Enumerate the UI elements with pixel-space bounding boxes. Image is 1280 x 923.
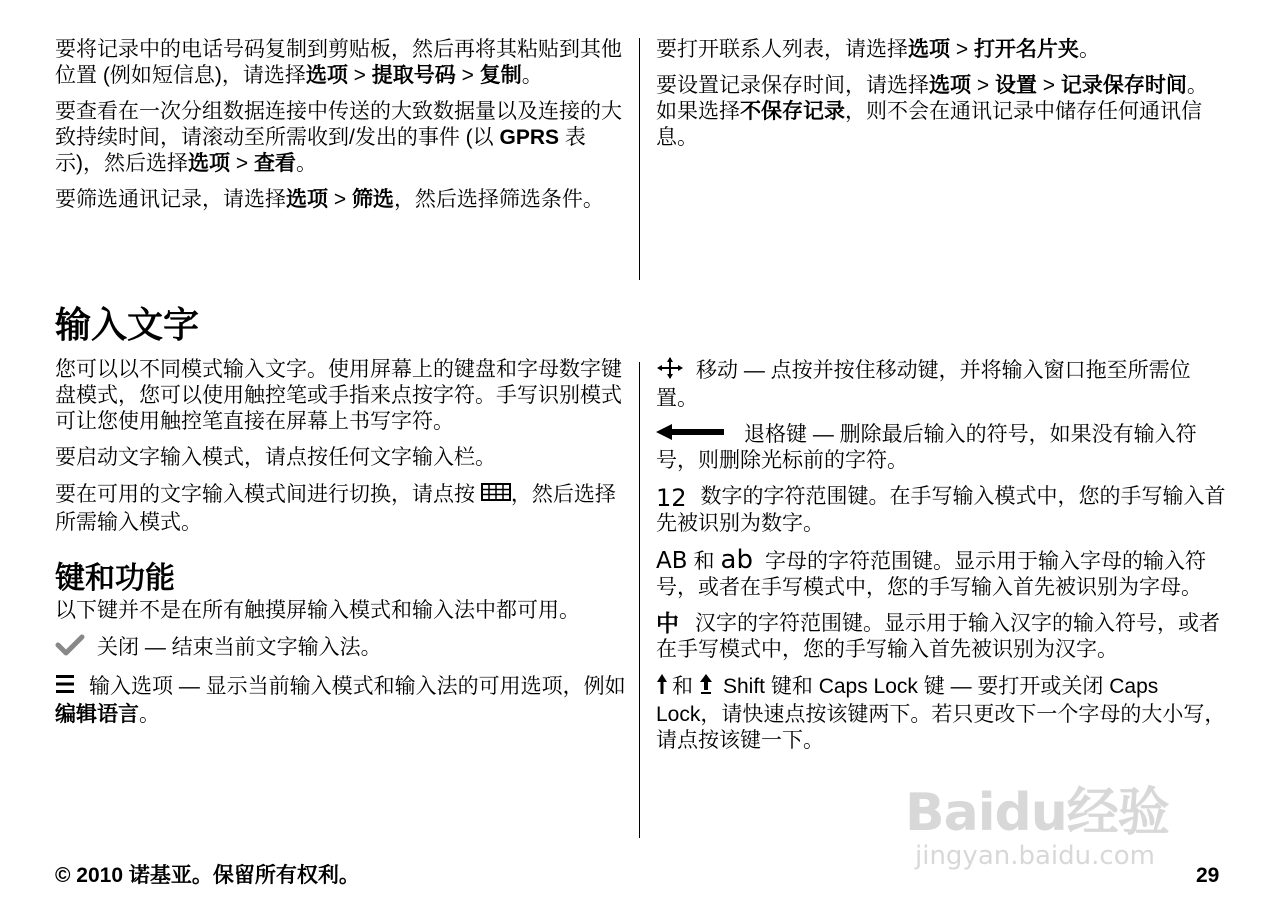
lower-alpha-range-icon: ab [720, 544, 753, 575]
upper-alpha-range-icon: AB [656, 547, 688, 574]
text-segment-6: 。如果选择 [656, 74, 1208, 123]
subsection-title: 键和功能 [55, 562, 175, 595]
menu-icon [55, 673, 77, 702]
text-segment-4: > [455, 64, 480, 87]
bold-term-1: GPRS [499, 126, 560, 149]
view-gprs-paragraph [55, 99, 627, 177]
bold-term-3: 提取号码 [371, 64, 456, 87]
text-segment-0: 要设置记录保存时间，请选择 [656, 74, 929, 97]
bold-term-5: 记录保存时间 [1060, 74, 1187, 97]
copy-number-paragraph [55, 37, 627, 89]
numeric-key-item [656, 484, 1228, 536]
chinese-range-icon: 中 [656, 611, 679, 638]
close-key-item [55, 634, 627, 663]
caps-lock-arrow-icon [699, 673, 713, 702]
bold-term-3: 选项 [188, 152, 230, 175]
text-segment-0: 要将记录中的电话号码复制到剪贴板，然后再将其粘贴到其他位置 (例如短信息)，请选择 [55, 38, 622, 87]
chinese-key-text: 汉字的字符范围键。显示用于输入汉字的输入符号，或者在手写模式中，您的手写输入首先被识别为汉字。 [656, 611, 1220, 662]
intro-paragraph: 您可以以不同模式输入文字。使用屏幕上的键盘和字母数字键盘模式，您可以使用触控笔或手指来点按字符。手写识别模式可让您使用触控笔直接在屏幕上书写字符。 [55, 358, 622, 433]
move-key-item [656, 357, 1228, 412]
baidu-watermark [905, 770, 1169, 871]
shift-arrow-icon [656, 673, 668, 702]
top-left-column [55, 37, 627, 223]
text-segment-0: 要筛选通讯记录，请选择 [55, 188, 286, 211]
switch-mode-paragraph [55, 481, 627, 536]
keys-intro-paragraph: 以下键并不是在所有触摸屏输入模式和输入法中都可用。 [55, 599, 580, 622]
keyboard-icon [481, 481, 511, 510]
text-segment-0: 要查看在一次分组数据连接中传送的大致数据量以及连接的大致持续时间，请滚动至所需收到/发出的事件 (以 [55, 100, 622, 149]
alpha-key-text: 字母的字符范围键。显示用于输入字母的输入符号，或者在手写模式中，您的手写输入首先被识别为字母。 [656, 549, 1206, 599]
text-segment-8: ，则不会在通讯记录中储存任何通讯信息。 [656, 100, 1202, 149]
bold-term-7: 不保存记录 [740, 100, 845, 123]
shift-key-text: Shift 键和 Caps Lock 键 — 要打开或关闭 Caps Lock，请快速点按该键两下。若只更改下一个字母的大小写，请点按该键一下。 [656, 675, 1226, 753]
shift-and-text: 和 [672, 675, 693, 699]
shift-key-item [656, 673, 1228, 754]
bottom-right-column [656, 357, 1228, 764]
text-segment-2: > [971, 74, 995, 97]
bold-term-1: 选项 [286, 188, 328, 211]
bottom-left-column [55, 357, 627, 738]
numeric-range-icon: 12 [656, 483, 687, 512]
text-segment-0: 要打开联系人列表，请选择 [656, 38, 908, 61]
log-duration-paragraph [656, 73, 1228, 151]
text-segment-6: 。 [295, 152, 317, 175]
numeric-key-text: 数字的字符范围键。在手写输入模式中，您的手写输入首先被识别为数字。 [656, 485, 1226, 535]
page-number: 29 [1196, 864, 1220, 887]
watermark-url: jingyan.baidu.com [915, 841, 1155, 871]
move-icon [656, 357, 684, 386]
text-segment-4: 。 [1078, 38, 1100, 61]
text-segment-6: 。 [521, 64, 543, 87]
text-segment-2: > [328, 188, 352, 211]
activate-input-paragraph: 要启动文字输入模式，请点按任何文字输入栏。 [55, 446, 496, 469]
filter-log-paragraph [55, 187, 627, 213]
copyright-footer: © 2010 诺基亚。保留所有权利。 [55, 864, 360, 887]
options-key-text-end: 。 [139, 703, 160, 726]
bold-term-1: 选项 [929, 74, 971, 97]
watermark-logo-text: Baidu经验 [905, 783, 1169, 843]
bold-term-1: 选项 [908, 38, 950, 61]
bold-term-5: 复制 [479, 64, 522, 87]
chinese-key-item [656, 611, 1228, 663]
checkmark-icon [55, 634, 85, 663]
backspace-key-item [656, 422, 1228, 474]
bold-term-1: 选项 [305, 64, 348, 87]
alpha-and-text: 和 [693, 549, 715, 573]
options-key-text: 输入选项 — 显示当前输入模式和输入法的可用选项，例如 [89, 675, 626, 699]
text-segment-4: > [1036, 74, 1061, 97]
text-segment-2: > [950, 38, 974, 61]
text-segment-4: ，然后选择筛选条件。 [393, 188, 604, 211]
text-segment-4: > [230, 152, 254, 175]
bold-term-3: 打开名片夹 [973, 38, 1079, 61]
backspace-arrow-icon [656, 422, 724, 448]
column-divider-bottom [639, 362, 640, 838]
switch-mode-text: 要在可用的文字输入模式间进行切换，请点按 [55, 483, 481, 507]
text-segment-2: 表示)，然后选择 [55, 126, 586, 175]
switch-mode-text-end: ，然后选择所需输入模式。 [55, 483, 616, 534]
section-title: 输入文字 [55, 304, 200, 345]
alpha-key-item [656, 544, 1228, 601]
bold-term-3: 设置 [994, 74, 1037, 97]
options-key-item [55, 673, 627, 728]
bold-term-5: 查看 [253, 152, 296, 175]
edit-language-label: 编辑语言 [55, 703, 139, 726]
bold-term-3: 筛选 [351, 188, 394, 211]
open-contacts-paragraph [656, 37, 1228, 63]
column-divider-top [639, 38, 640, 280]
move-key-text: 移动 — 点按并按住移动键，并将输入窗口拖至所需位置。 [656, 359, 1191, 410]
top-right-column [656, 37, 1228, 161]
close-key-text: 关闭 — 结束当前文字输入法。 [97, 636, 382, 660]
text-segment-2: > [347, 64, 372, 87]
backspace-key-text: 退格键 — 删除最后输入的符号，如果没有输入符号，则删除光标前的字符。 [656, 423, 1197, 473]
